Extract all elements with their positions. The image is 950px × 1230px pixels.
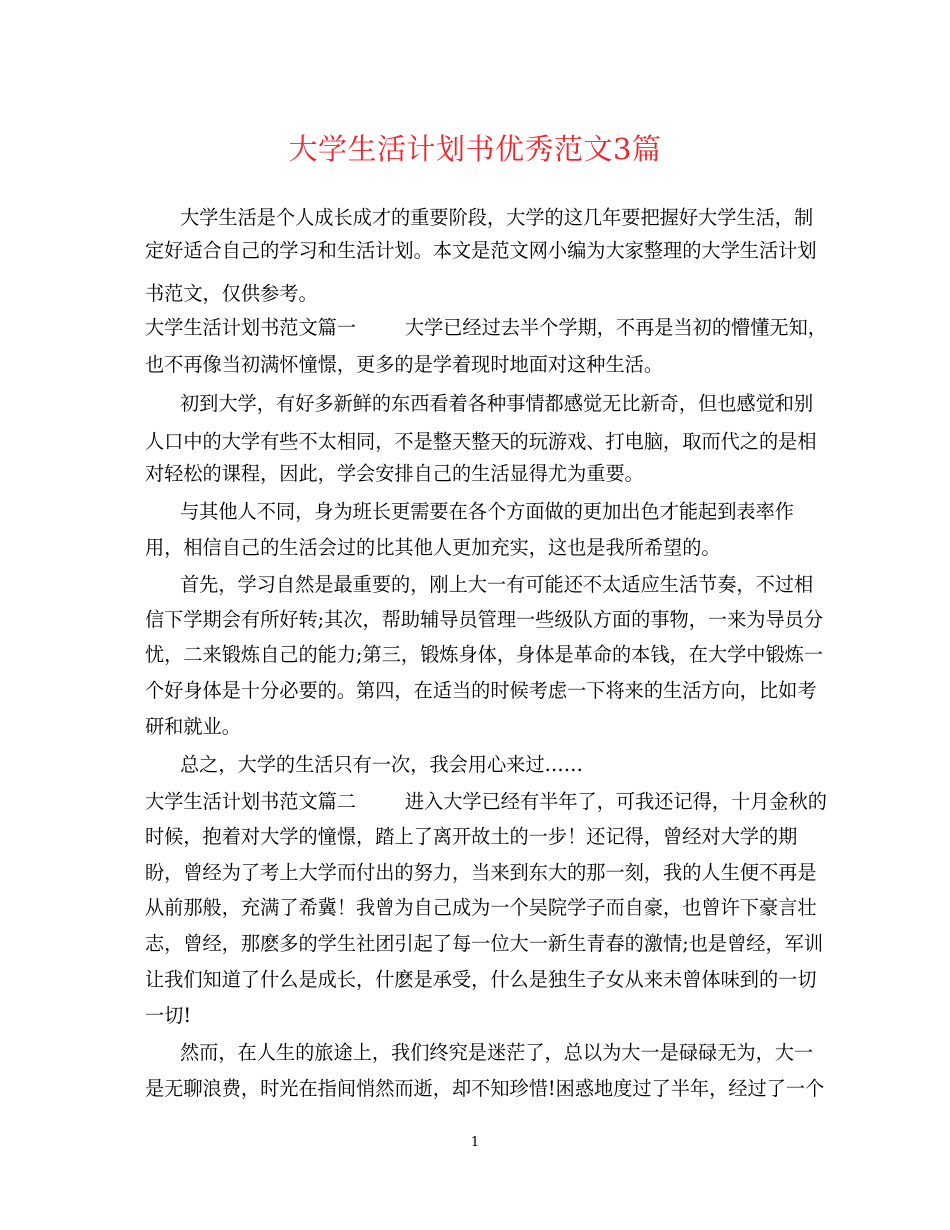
text-line: 首先，学习自然是最重要的，刚上大一有可能还不太适应生活节奏，不过相 — [180, 573, 814, 596]
text-line: 大学生活是个人成长成才的重要阶段，大学的这几年要把握好大学生活，制 — [180, 206, 814, 229]
text-line: 研和就业。 — [145, 715, 241, 738]
text-line: 时候，抱着对大学的憧憬，踏上了离开故土的一步！还记得，曾经对大学的期 — [145, 825, 798, 848]
section-heading-line: 大学生活计划书范文篇二 进入大学已经有半年了，可我还记得，十月金秋的 — [145, 790, 827, 813]
text-line: 初到大学，有好多新鲜的东西看着各种事情都感觉无比新奇，但也感觉和别 — [180, 392, 814, 415]
text-line: 然而，在人生的旅途上，我们终究是迷茫了，总以为大一是碌碌无为，大一 — [180, 1041, 814, 1064]
text-line: 总之，大学的生活只有一次，我会用心来过…… — [180, 753, 583, 776]
text-line: 书范文，仅供参考。 — [145, 282, 318, 305]
document-title: 大学生活计划书优秀范文3篇 — [288, 132, 662, 166]
text-line: 盼，曾经为了考上大学而付出的努力，当来到东大的那一刻，我的人生便不再是 — [145, 861, 817, 884]
text-line: 也不再像当初满怀憧憬，更多的是学着现时地面对这种生活。 — [145, 353, 664, 376]
text-line: 志，曾经，那麽多的学生社团引起了每一位大一新生青春的激情;也是曾经，军训 — [145, 932, 824, 955]
text-line: 对轻松的课程，因此，学会安排自己的生活显得尤为重要。 — [145, 462, 644, 485]
text-line: 用，相信自己的生活会过的比其他人更加充实，这也是我所希望的。 — [145, 536, 721, 559]
text-line: 从前那般，充满了希冀！我曾为自己成为一个吴院学子而自豪，也曾许下豪言壮 — [145, 896, 817, 919]
text-line: 信下学期会有所好转;其次，帮助辅导员管理一些级队方面的事物，一来为导员分 — [145, 608, 824, 631]
text-line: 人口中的大学有些不太相同，不是整天整天的玩游戏、打电脑，取而代之的是相 — [145, 430, 817, 453]
text-line: 一切! — [145, 1004, 192, 1027]
text-line: 是无聊浪费，时光在指间悄然而逝，却不知珍惜!困惑地度过了半年，经过了一个 — [145, 1077, 825, 1100]
text-line: 定好适合自己的学习和生活计划。本文是范文网小编为大家整理的大学生活计划 — [145, 239, 817, 262]
page-number: 1 — [470, 1135, 480, 1150]
text-line: 个好身体是十分必要的。第四，在适当的时候考虑一下将来的生活方向，比如考 — [145, 679, 817, 702]
text-line: 与其他人不同，身为班长更需要在各个方面做的更加出色才能起到表率作 — [180, 500, 794, 523]
text-line: 让我们知道了什么是成长，什麽是承受，什么是独生子女从来未曾体味到的一切 — [145, 968, 817, 991]
section-heading-line: 大学生活计划书范文篇一 大学已经过去半个学期，不再是当初的懵懂无知， — [145, 316, 827, 339]
text-line: 忧，二来锻炼自己的能力;第三，锻炼身体，身体是革命的本钱，在大学中锻炼一 — [145, 643, 824, 666]
